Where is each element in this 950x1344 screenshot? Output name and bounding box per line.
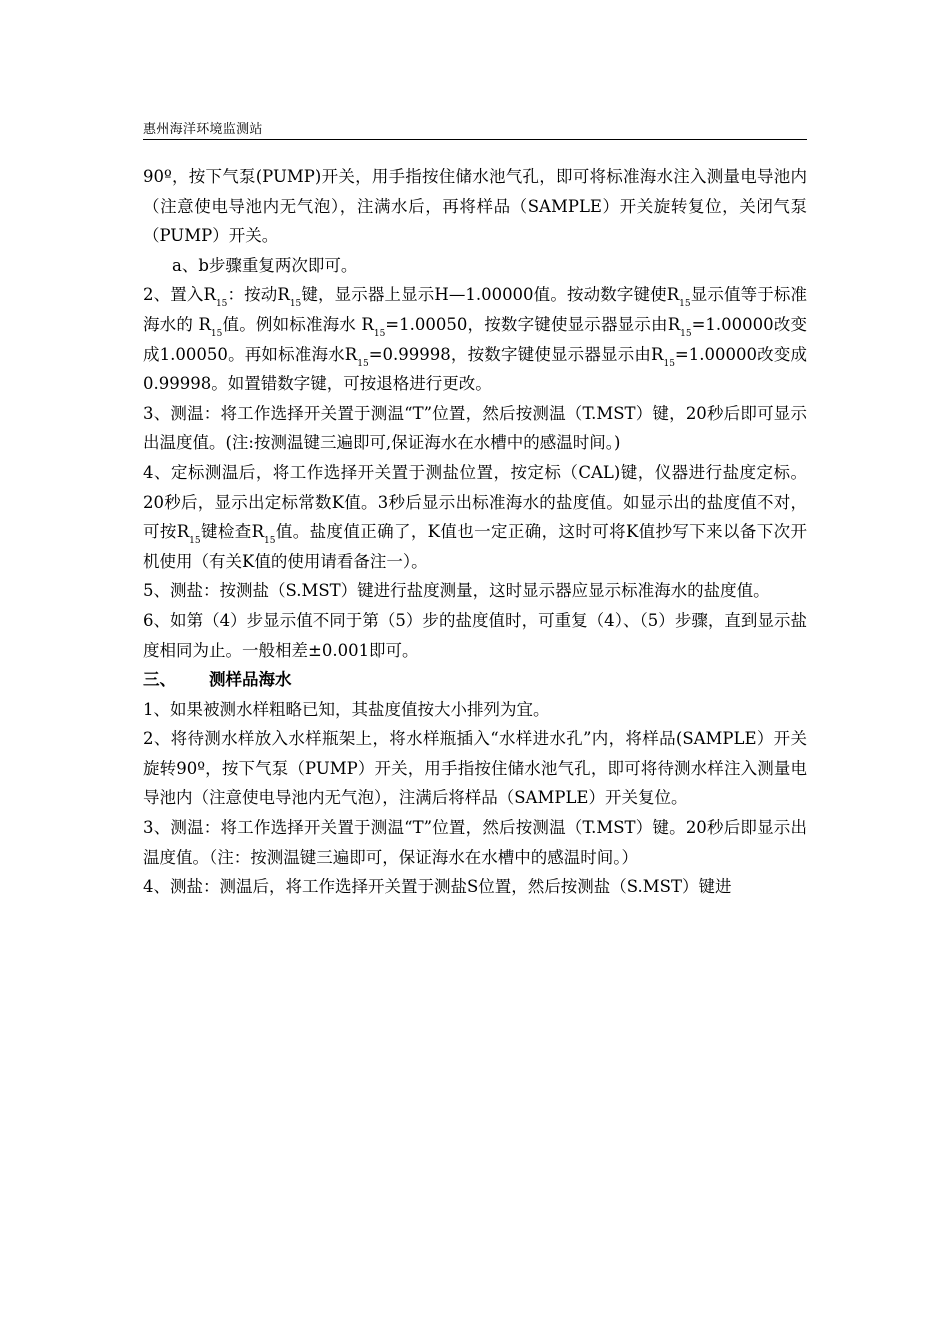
- subscript: 15: [289, 299, 302, 310]
- header-divider: [143, 139, 807, 140]
- text-run: 键检查R: [200, 522, 265, 542]
- text-run: =1.00000改变成0.99998。如置错数字键，可按退格进行更改。: [143, 344, 808, 394]
- paragraph-set-r15: [143, 280, 807, 398]
- section-title: 测样品海水: [209, 670, 292, 690]
- subscript: 15: [663, 358, 675, 369]
- text-run: ：按动R: [227, 285, 290, 305]
- text-run: =1.00050，按数字键使显示器显示由R: [385, 314, 681, 334]
- text-run: =1.00000改变成1.00050。再如标准海水R: [143, 314, 808, 364]
- paragraph-measure-salinity: 5、测盐：按测盐（S.MST）键进行盐度测量，这时显示器应显示标准海水的盐度值。: [143, 581, 770, 601]
- paragraph-repeat-steps: a、b步骤重复两次即可。: [172, 255, 358, 275]
- text-run: 2、置入R: [143, 285, 216, 305]
- text-run: 值。盐度值正确了，K值也一定正确，这时可将K值抄写下来以备下次开机使用（有关K值的使用请看备注一）。: [143, 522, 807, 571]
- text-run: 显示值等于标准海水的 R: [143, 285, 807, 334]
- section-number: 三、: [143, 670, 176, 690]
- paragraph-sample-order: 1、如果被测水样粗略已知，其盐度值按大小排列为宜。: [143, 699, 550, 719]
- text-run: 键，显示器上显示H—1.00000值。按动数字键使R: [301, 285, 680, 305]
- page-header: [143, 121, 807, 139]
- subscript: 15: [264, 536, 276, 547]
- paragraph-inject-sample: 2、将待测水样放入水样瓶架上，将水样瓶插入“水样进水孔”内，将样品(SAMPLE）开关旋转90º，按下气泵（PUMP）开关，用手指按住储水池气孔，即可将待测水样注入测量电导池内（注意使电导池内无气泡），注满后将样品（SAMPLE）开关复位。: [143, 729, 807, 808]
- paragraph-fill-standard-water: 90º，按下气泵(PUMP)开关，用手指按住储水池气孔，即可将标准海水注入测量电导池内（注意使电导池内无气泡），注满水后，再将样品（SAMPLE）开关旋转复位，关闭气泵（PUMP）开关。: [143, 167, 807, 246]
- subscript: 15: [215, 299, 228, 310]
- section-heading: [143, 665, 807, 695]
- text-run: =0.99998，按数字键使显示器显示由R: [368, 344, 664, 364]
- paragraph-measure-temperature: 3、测温：将工作选择开关置于测温“T”位置，然后按测温（T.MST）键，20秒后即可显示出温度值。(注:按测温键三遍即可,保证海水在水槽中的感温时间。): [143, 403, 807, 453]
- paragraph-sample-temperature: 3、测温：将工作选择开关置于测温“T”位置，然后按测温（T.MST）键。20秒后即显示出温度值。（注：按测温键三遍即可，保证海水在水槽中的感温时间。）: [143, 818, 807, 867]
- subscript: 15: [680, 328, 692, 339]
- text-run: 值。例如标准海水 R: [222, 314, 374, 334]
- organization-name: 惠州海洋环境监测站: [143, 122, 263, 137]
- document-body: [143, 162, 807, 902]
- paragraph-calibration: [143, 458, 807, 576]
- paragraph-sample-salinity: 4、测盐：测温后，将工作选择开关置于测盐S位置，然后按测盐（S.MST）键进: [143, 877, 732, 897]
- paragraph-repeat-until-match: 6、如第（4）步显示值不同于第（5）步的盐度值时，可重复（4）、（5）步骤，直到显示盐度相同为止。一般相差±0.001即可。: [143, 610, 807, 660]
- subscript: 15: [189, 536, 201, 547]
- text-run: 4、定标测温后，将工作选择开关置于测盐位置，按定标（CAL)键，仪器进行盐度定标。20秒后，显示出定标常数K值。3秒后显示出标准海水的盐度值。如显示出的盐度值不对，可按R: [143, 462, 807, 542]
- subscript: 15: [357, 358, 369, 369]
- subscript: 15: [210, 328, 223, 339]
- subscript: 15: [373, 328, 386, 339]
- subscript: 15: [679, 299, 691, 310]
